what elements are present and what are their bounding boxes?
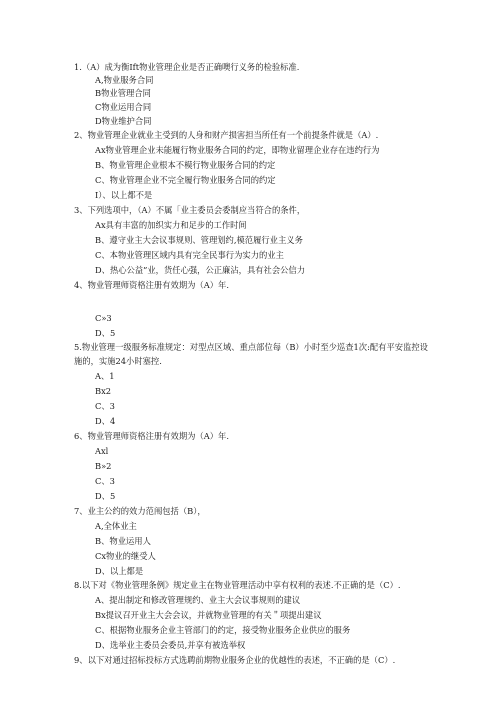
option-5c: C、3 (95, 401, 115, 411)
option-3b: B、遵守业主大会议事规则、管理划约,模范履行业主义务 (95, 235, 303, 245)
option-4d: D、5 (95, 328, 116, 338)
question-8: 8.以下对《物业管理条例》规定业主在物业管理活动中享有权利的表述.不正确的是（C）. (74, 580, 401, 590)
option-8c: C、根据物业服务企业主管部门的约定，接受物业服务企业供应的服务 (95, 625, 351, 635)
option-2d: I）、以上都不是 (95, 190, 153, 200)
option-1d: D物业维护合同 (95, 116, 152, 126)
option-5b: Bx2 (95, 386, 112, 396)
option-7c: Cx物业的继受人 (95, 551, 156, 561)
option-7a: A,全体业主 (95, 521, 137, 531)
question-1: 1.（A）成为衡Ift物业管理企业是否正确噢行义务的检验标准. (74, 62, 300, 72)
option-8d: D、选举业主委员会委员,并享有被选举权 (95, 640, 246, 650)
option-3c: C、本物业管理区域内具有完全民事行为实力的业主 (95, 250, 284, 260)
question-2: 2、物业管理企业就业主受到的人身和财产损害担当所任有一个前提条件就是（A）. (74, 130, 379, 140)
option-2b: B、物业管理企业根本不模行物业服务合同的约定 (95, 160, 276, 170)
option-6c: C、3 (95, 476, 115, 486)
question-9: 9、以下对通过招标投标方式选聘前期物业服务企业的优越性的表述，不正确的是（C）. (74, 655, 396, 665)
option-5d: D、4 (95, 416, 116, 426)
option-1c: C物业运用合同 (95, 102, 152, 112)
question-3: 3、下列选项中，（A）不属「业主委员会委制应当符合的条件， (74, 205, 306, 215)
option-1b: B物业管理合同 (95, 88, 151, 98)
option-4c: C»3 (95, 313, 112, 323)
option-1a: A,物业服务合同 (95, 75, 154, 85)
option-2a: Ax物业管理企业未能履行物业服务合同的约定，即物业留理企业存在违约行为 (95, 145, 380, 155)
option-7b: B、物业运用人 (95, 536, 151, 546)
question-4: 4、物业管理师资格注册有效期为（A）年. (74, 280, 229, 290)
option-6d: D、5 (95, 491, 116, 501)
option-3a: Ax具有丰富的加织实力和足步的工作时间 (95, 220, 247, 230)
option-8a: A、提出制定和修改管理规约、业主大会议事规则的建议 (95, 595, 301, 605)
option-6b: B»2 (95, 461, 112, 471)
option-2c: C、物业管理企业不完全履行物业服务合同的约定 (95, 175, 276, 185)
question-6: 6、物业管理师资格注册有效期为（A）年. (74, 431, 229, 441)
question-5-cont: 施的，实施24小时塞控. (74, 356, 162, 366)
question-5: 5.物业管理一级服务标准规定：对型点区域、重点部位每（B）小时至少巡查1次:配有平安监控设 (74, 342, 428, 352)
option-6a: Axl (95, 446, 109, 456)
option-7d: D、以上都是 (95, 566, 144, 576)
question-7: 7、业主公约的效力范闱包括（B）， (74, 506, 206, 516)
option-3d: D、热心公益”业，货任心强，公正廉沾，具有社会公信力 (95, 265, 306, 275)
option-5a: A、1 (95, 371, 115, 381)
option-8b: Bx提议召开业主大会会议，并就物业管理的有关＂项提出建议 (95, 610, 322, 620)
